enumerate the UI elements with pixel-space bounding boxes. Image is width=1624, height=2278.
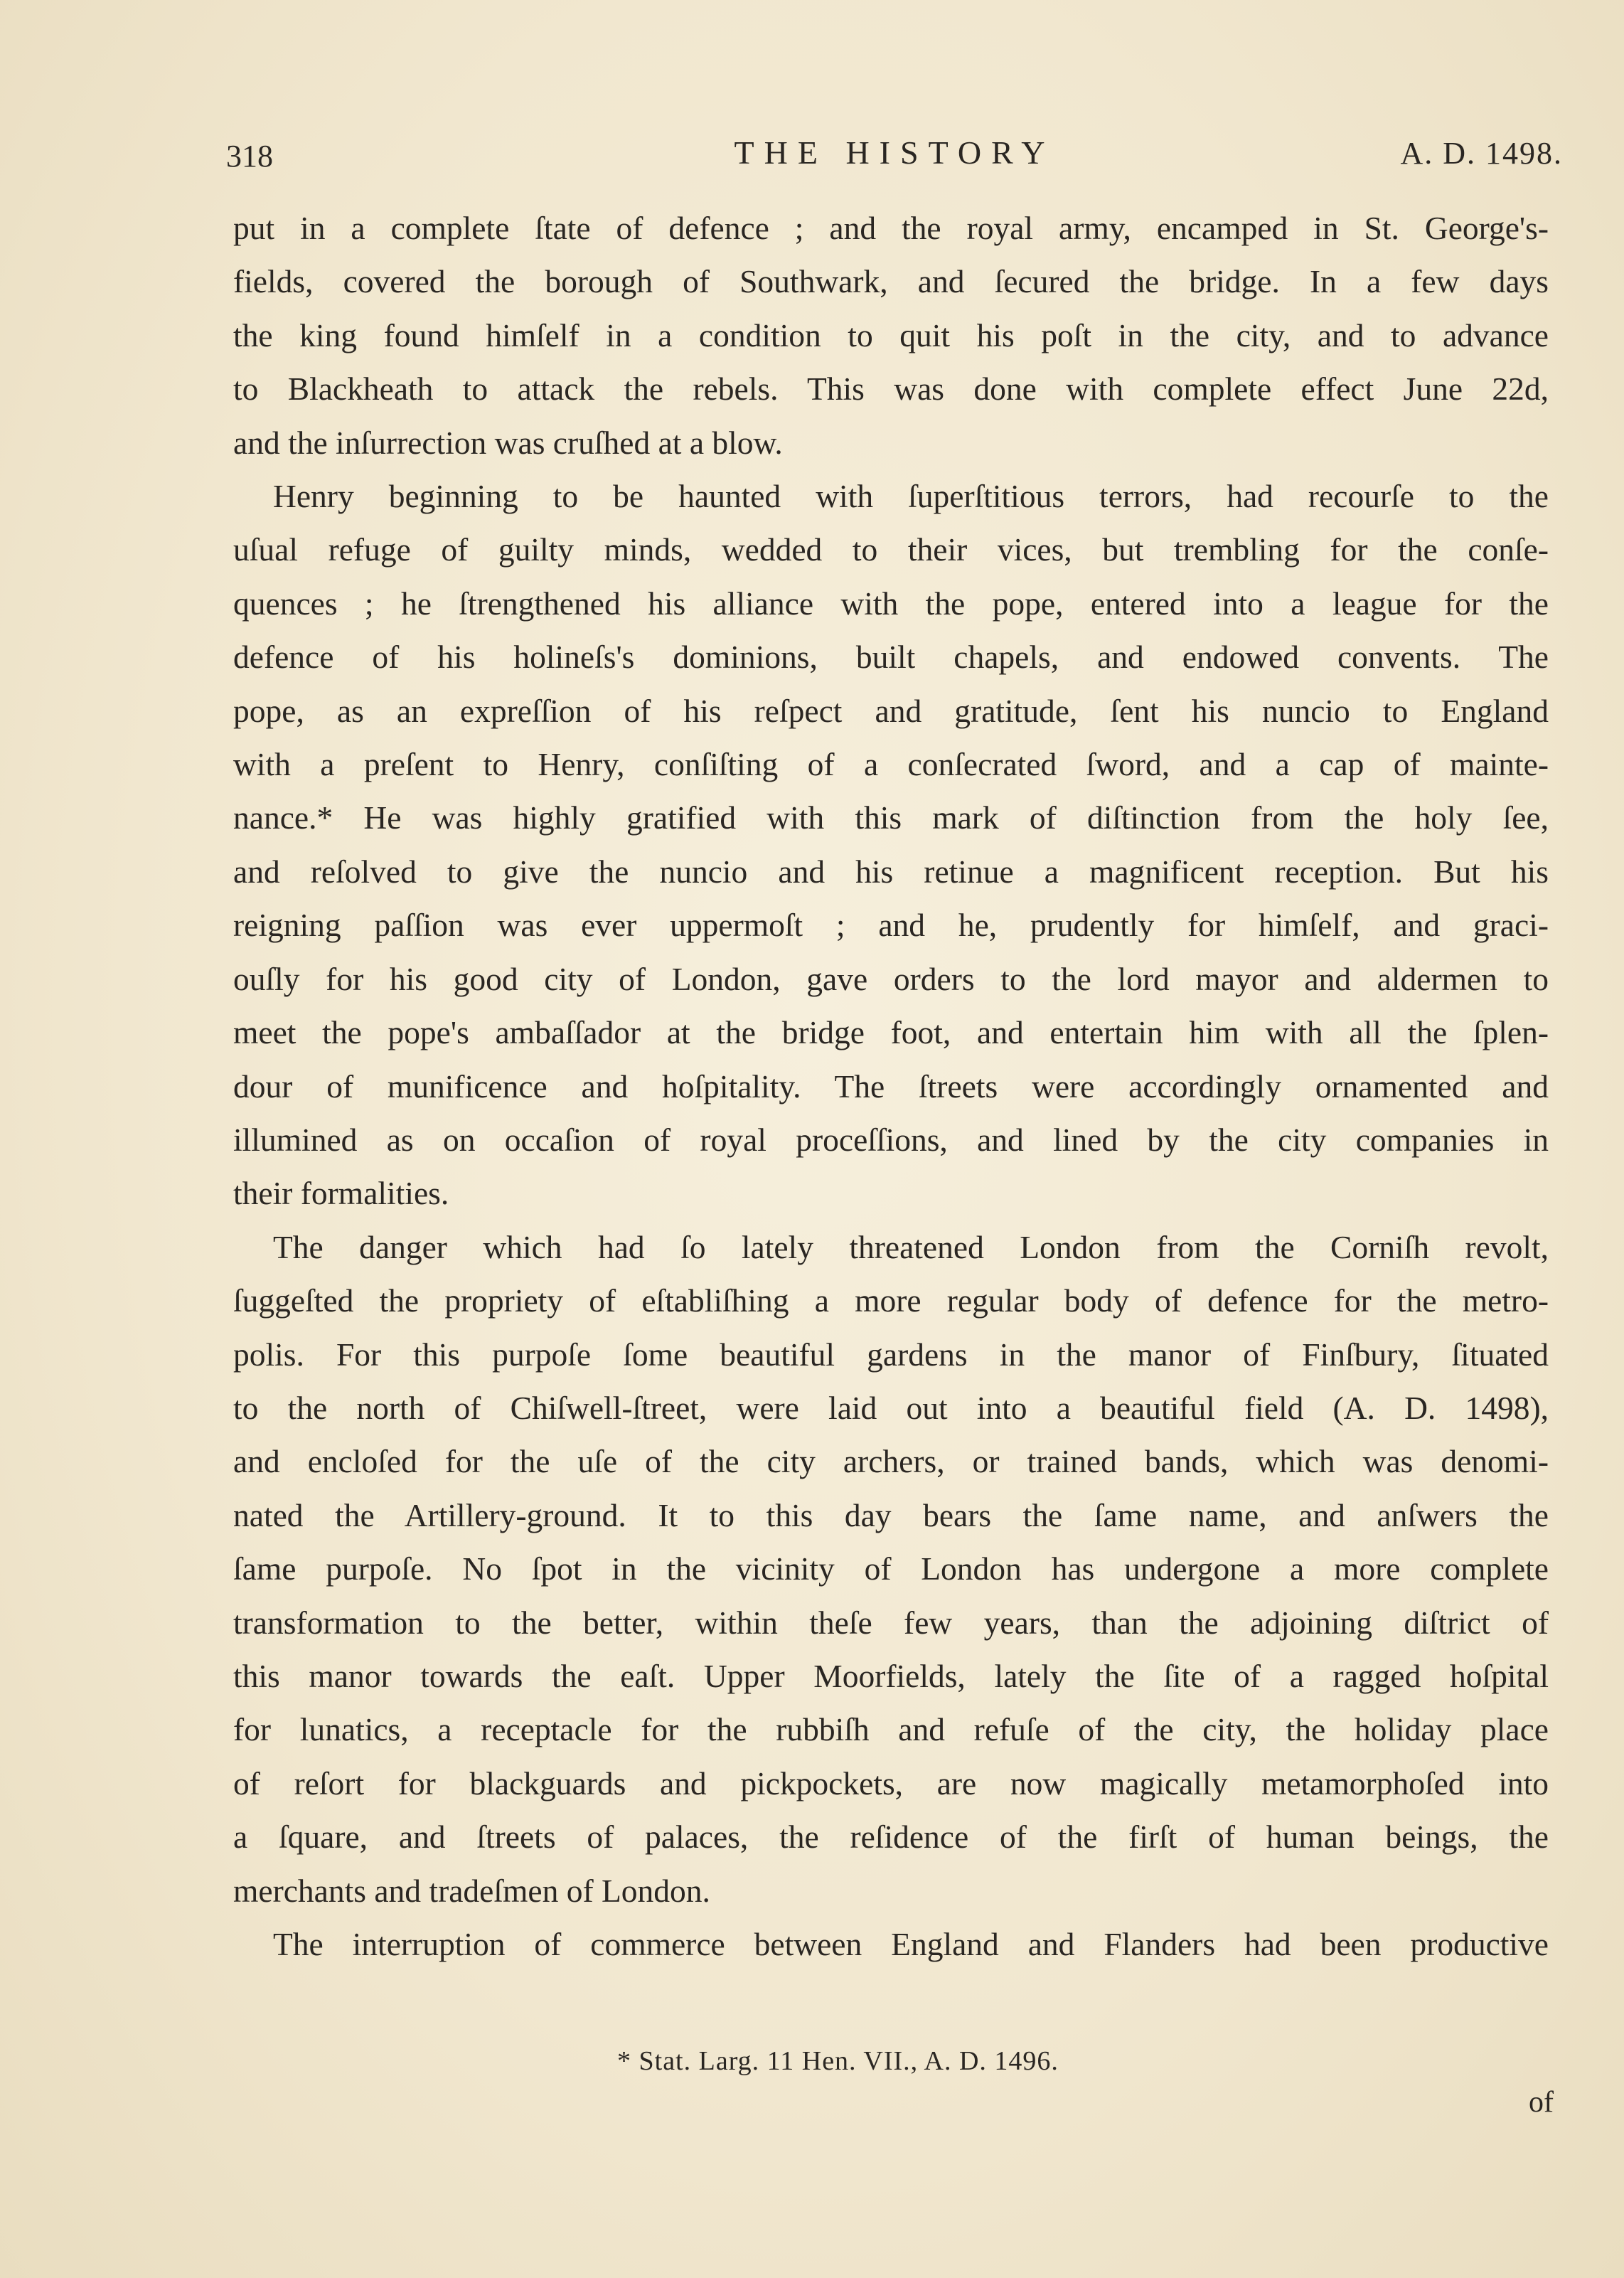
text-line: ſame purpoſe. No ſpot in the vicinity of London has undergone a more complete bbox=[233, 1550, 1549, 1587]
text-line: to the north of Chiſwell-ſtreet, were laid out into a beautiful field (A. D. 1498), bbox=[233, 1389, 1549, 1426]
text-line: and the inſurrection was cruſhed at a blow. bbox=[233, 424, 783, 461]
text-line: their formalities. bbox=[233, 1175, 449, 1212]
paragraph bbox=[233, 1220, 1549, 1917]
text-line: of reſort for blackguards and pickpockets, are now magically metamorphoſed into bbox=[233, 1765, 1549, 1801]
text-line: reigning paſſion was ever uppermoſt ; and he, prudently for himſelf, and graci- bbox=[233, 907, 1549, 944]
text-line: defence of his holineſs's dominions, built chapels, and endowed convents. The bbox=[233, 639, 1549, 676]
text-line: a ſquare, and ſtreets of palaces, the reſidence of the firſt of human beings, the bbox=[233, 1819, 1549, 1856]
body-text bbox=[233, 201, 1549, 1971]
page-number: 318 bbox=[226, 139, 273, 174]
text-line: ouſly for his good city of London, gave orders to the lord mayor and aldermen to bbox=[233, 960, 1549, 997]
text-line: and reſolved to give the nuncio and his retinue a magnificent reception. But his bbox=[233, 853, 1549, 890]
text-line: polis. For this purpoſe ſome beautiful gardens in the manor of Finſbury, ſituated bbox=[233, 1336, 1549, 1373]
text-line: with a preſent to Henry, conſiſting of a conſecrated ſword, and a cap of mainte- bbox=[233, 746, 1549, 783]
header-year: A. D. 1498. bbox=[1400, 136, 1563, 171]
page-header bbox=[226, 128, 1563, 185]
text-line: to Blackheath to attack the rebels. This was done with complete effect June 22d, bbox=[233, 371, 1549, 408]
text-line: Henry beginning to be haunted with ſuperſtitious terrors, had recourſe to the bbox=[273, 478, 1549, 515]
text-line: nance.* He was highly gratified with this mark of diſtinction from the holy ſee, bbox=[233, 799, 1549, 836]
text-line: merchants and tradeſmen of London. bbox=[233, 1872, 710, 1909]
text-line: the king found himſelf in a condition to quit his poſt in the city, and to advance bbox=[233, 316, 1549, 353]
paragraph bbox=[233, 201, 1549, 469]
catchword: of bbox=[1529, 2086, 1554, 2119]
paragraph bbox=[233, 1917, 1549, 1971]
footnote: * Stat. Larg. 11 Hen. VII., A. D. 1496. bbox=[617, 2046, 1059, 2076]
text-line: quences ; he ſtrengthened his alliance with the pope, entered into a league for the bbox=[233, 585, 1549, 622]
text-line: pope, as an expreſſion of his reſpect and gratitude, ſent his nuncio to England bbox=[233, 692, 1549, 729]
text-line: this manor towards the eaſt. Upper Moorfields, lately the ſite of a ragged hoſpital bbox=[233, 1657, 1549, 1694]
text-line: meet the pope's ambaſſador at the bridge foot, and entertain him with all the ſplen- bbox=[233, 1014, 1549, 1051]
text-line: illumined as on occaſion of royal proceſſions, and lined by the city companies in bbox=[233, 1121, 1549, 1158]
text-line: put in a complete ſtate of defence ; and the royal army, encamped in St. George's- bbox=[233, 210, 1549, 246]
text-line: The interruption of commerce between England and Flanders had been productive bbox=[273, 1926, 1549, 1962]
text-line: ſuggeſted the propriety of eſtabliſhing a more regular body of defence for the metro- bbox=[233, 1282, 1549, 1319]
text-line: and encloſed for the uſe of the city archers, or trained bands, which was denomi- bbox=[233, 1443, 1549, 1480]
text-line: dour of munificence and hoſpitality. The ſtreets were accordingly ornamented and bbox=[233, 1068, 1549, 1105]
text-line: for lunatics, a receptacle for the rubbiſh and refuſe of the city, the holiday place bbox=[233, 1711, 1549, 1748]
running-title: THE HISTORY bbox=[734, 134, 1055, 171]
text-line: fields, covered the borough of Southwark, and ſecured the bridge. In a few days bbox=[233, 263, 1549, 300]
text-line: nated the Artillery-ground. It to this day bears the ſame name, and anſwers the bbox=[233, 1496, 1549, 1533]
text-line: transformation to the better, within theſe few years, than the adjoining diſtrict of bbox=[233, 1604, 1549, 1641]
text-line: The danger which had ſo lately threatened London from the Corniſh revolt, bbox=[273, 1228, 1549, 1265]
paragraph bbox=[233, 469, 1549, 1220]
text-line: uſual refuge of guilty minds, wedded to their vices, but trembling for the conſe- bbox=[233, 531, 1549, 568]
